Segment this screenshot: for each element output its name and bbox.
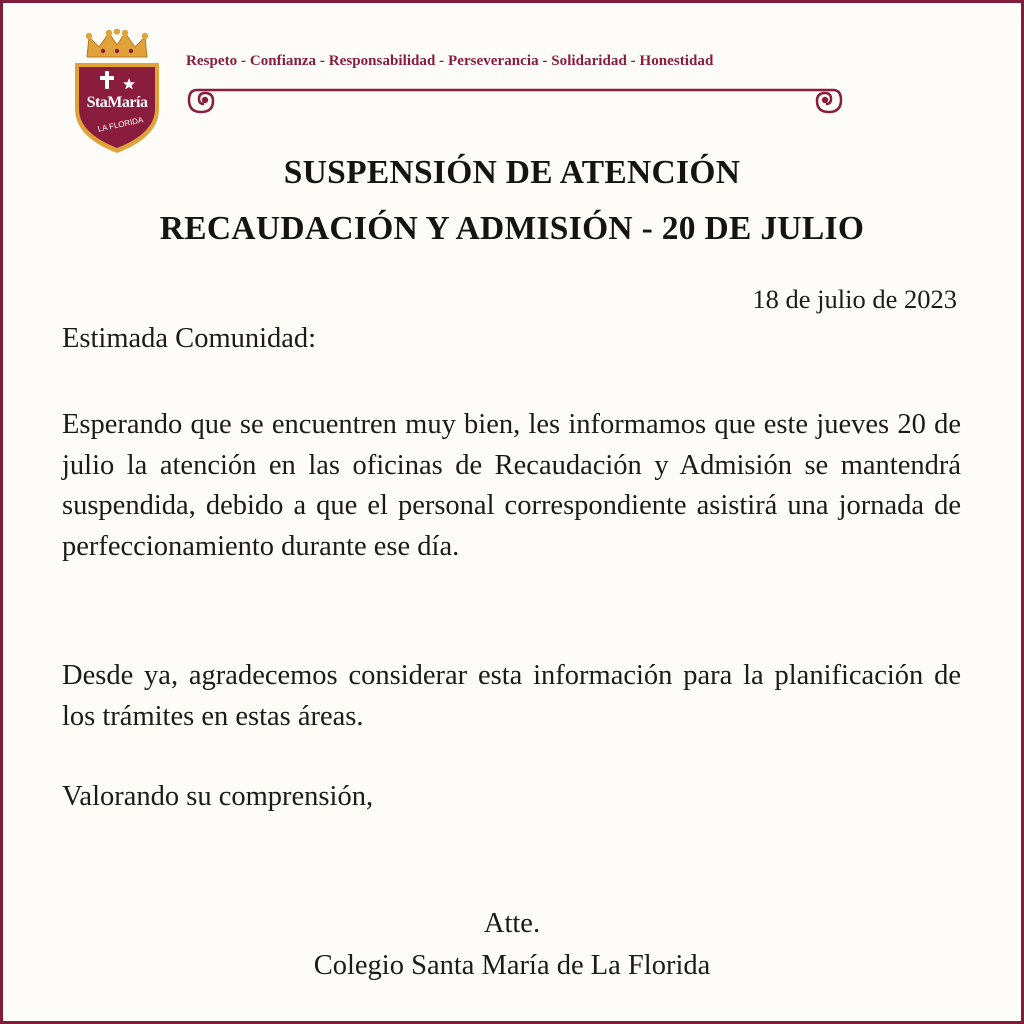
letter-greeting: Estimada Comunidad:	[62, 323, 317, 354]
crest-location-text: LA FLORIDA	[96, 115, 145, 134]
letter-closing: Valorando su comprensión,	[62, 781, 374, 812]
crest-name-text: StaMaría	[86, 94, 148, 111]
sign-off: Atte.	[483, 908, 541, 939]
right-swirl-icon	[817, 90, 841, 112]
school-crest-logo	[69, 29, 165, 157]
header-ornament-divider	[187, 83, 843, 123]
letter-paragraph-1: Esperando que se encuentren muy bien, les informamos que este jueves 20 de julio la atención en las oficinas de Recaudación y Admisión se mantendrá suspendida, debido a que el personal correspondiente asistirá una jornada de perfeccionamiento durante ese día.	[62, 409, 961, 562]
announcement-title	[3, 145, 1021, 257]
title-line-1: SUSPENSIÓN DE ATENCIÓN	[283, 154, 741, 191]
crown-icon	[86, 29, 148, 57]
letter-paragraph-2: Desde ya, agradecemos considerar esta información para la planificación de los trámites en estas áreas.	[62, 660, 961, 732]
signature-name: Colegio Santa María de La Florida	[313, 950, 711, 981]
left-swirl-icon	[189, 90, 833, 112]
school-values-line: Respeto - Confianza - Responsabilidad - Perseverancia - Solidaridad - Honestidad	[186, 53, 714, 69]
signature-block	[3, 903, 1021, 987]
title-line-2: RECAUDACIÓN Y ADMISIÓN - 20 DE JULIO	[159, 210, 865, 247]
crest-shield-icon	[69, 29, 165, 157]
letter-date: 18 de julio de 2023	[752, 284, 957, 314]
